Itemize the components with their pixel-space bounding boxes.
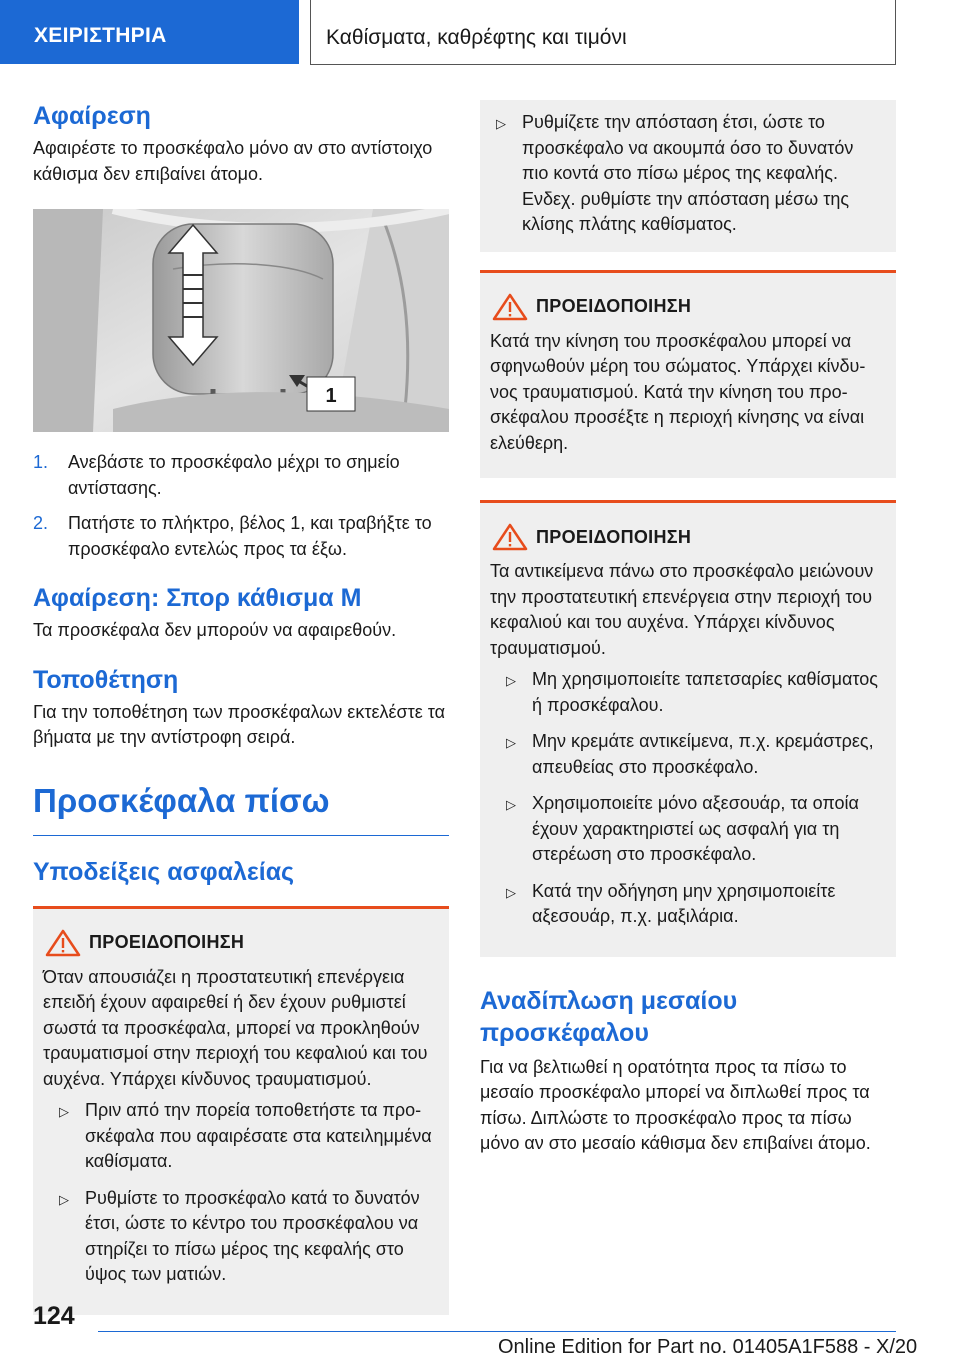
left-column (33, 100, 449, 1315)
bullet-item (490, 791, 880, 868)
arrow-right-icon: ▷ (506, 735, 516, 750)
bullet-item (490, 667, 880, 718)
removal-sport-text: Τα προσκέφαλα δεν μπορούν να αφαιρεθούν. (33, 620, 397, 640)
warning-heading: ΠΡΟΕΙΔΟΠΟΙΗΣΗ (536, 526, 692, 547)
step-text: Ανεβάστε το προσκέφαλο μέχρι το σημείο αντίστασης. (68, 452, 400, 498)
install-heading: Τοποθέτηση (33, 665, 179, 694)
warning-bullets (490, 667, 880, 930)
install-text: Για την τοποθέτηση των προσκέφαλων εκτελέστε τα βήματα με την αντίστροφη σειρά. (33, 701, 445, 747)
page-number: 124 (33, 1302, 75, 1330)
removal-heading: Αφαίρεση (33, 102, 151, 130)
header-right-border (895, 0, 896, 65)
chapter-title: Καθίσματα, καθρέφτης και τιμόνι (326, 26, 627, 49)
bullet-text: Πριν από την πορεία τοποθετήστε τα προσκέφαλα που αφαιρέσατε στα κατειλημμένα καθίσματα. (85, 1100, 432, 1171)
warning-header (490, 523, 880, 551)
warning-text: Όταν απουσιάζει η προστατευτική επενέργεια επειδή έχουν αφαιρεθεί ή δεν έχουν ρυθμιστεί σωστά τα προσκέφαλα, μπορεί να προκληθούν τραυματισμοί στην περιοχή του κεφαλιού και του αυχένα. Υπάρχει κίνδυνος τραυματισμού. (43, 966, 428, 1089)
warning-triangle-icon (492, 293, 528, 321)
warning-heading: ΠΡΟΕΙΔΟΠΟΙΗΣΗ (89, 932, 245, 952)
safety-heading: Υποδείξεις ασφαλείας (33, 857, 295, 886)
arrow-right-icon: ▷ (59, 1191, 69, 1207)
step-number: 1. (33, 452, 49, 472)
arrow-right-icon: ▷ (59, 1104, 69, 1119)
headrest-removal-figure (33, 209, 449, 432)
fold-heading: Αναδίπλωση μεσαίου προσκέφαλου (480, 986, 738, 1047)
section-label: ΧΕΙΡΙΣΤΗΡΙΑ (34, 24, 167, 47)
heading-rule (33, 835, 449, 836)
warning-box (33, 906, 449, 1315)
removal-sport-heading: Αφαίρεση: Σπορ κάθισμα M (33, 584, 362, 612)
rear-headrests-heading: Προσκέφαλα πίσω (33, 781, 330, 819)
bullet-text: Ρυθμίστε το προσκέφαλο κατά το δυνατόν έτσι, ώστε το κέντρο του προσκέφαλου να στηρίζει το πίσω μέρος της κεφαλής στο ύψος των ματιών. (85, 1187, 420, 1284)
bullet-text: Μην κρεμάτε αντικείμενα, π.χ. κρεμάστρες, απευθείας στο προσκέφαλο. (532, 731, 874, 777)
edition-note: Online Edition for Part no. 01405A1F588 - X/20 (498, 1336, 918, 1358)
step-item (33, 450, 449, 501)
bullet-text: Ρυθμίζετε την απόσταση έτσι, ώστε το προσκέφαλο να ακουμπά όσο το δυνατόν πιο κοντά στο πίσω μέρος της κεφαλής. Ενδεχ. ρυθμίστε την απόσταση μέσω της κλίσης πλάτης καθίσματος. (522, 112, 854, 234)
warning-triangle-icon (492, 523, 528, 551)
arrow-right-icon: ▷ (506, 884, 516, 900)
bullet-text: Μη χρησιμοποιείτε ταπετσαρίες καθίσματος ή προσκέφαλου. (532, 669, 878, 715)
warning-text: Τα αντικείμενα πάνω στο προσκέφαλο μειώνουν την προστατευτική επενέργεια στην περιοχή του κεφαλιού και του αυχένα. Υπάρχει κίνδυνος τραυματισμού. (490, 561, 874, 658)
arrow-right-icon: ▷ (506, 797, 516, 812)
warning-header (43, 929, 433, 957)
header-divider (310, 0, 311, 64)
warning-header (490, 293, 880, 321)
fold-text: Για να βελτιωθεί η ορατότητα προς τα πίσω το μεσαίο προσκέφαλο μπορεί να διπλωθεί προς τα πίσω. Διπλώστε το προσκέφαλο προς τα πίσω μόνο αν στο μεσαίο κάθισμα δεν επιβαίνει άτομο. (480, 1056, 871, 1153)
step-item (33, 511, 449, 562)
bullet-item (490, 729, 880, 780)
arrow-right-icon: ▷ (506, 673, 516, 688)
warning-heading: ΠΡΟΕΙΔΟΠΟΙΗΣΗ (536, 296, 692, 316)
warning-box (480, 500, 896, 957)
bullet-text: Χρησιμοποιείτε μόνο αξεσουάρ, τα οποία έχουν χαρακτηριστεί ως ασφαλή για τη στερέωση στο προσκέφαλο. (532, 793, 859, 864)
bullet-item (43, 1186, 433, 1288)
bullet-item (480, 110, 880, 238)
figure-callout-1: 1 (325, 385, 337, 407)
bullet-item (43, 1098, 433, 1175)
header-underline (310, 64, 896, 65)
warning-triangle-icon (45, 929, 81, 957)
warning-bullets (43, 1098, 433, 1288)
continued-box (480, 100, 896, 252)
step-number: 2. (33, 513, 49, 533)
removal-steps (33, 450, 449, 562)
footer-rule (98, 1331, 896, 1332)
removal-text: Αφαιρέστε το προσκέφαλο μόνο αν στο αντίστοιχο κάθισμα δεν επιβαίνει άτομο. (33, 138, 433, 184)
right-column (480, 100, 896, 1157)
bullet-text: Κατά την οδήγηση μην χρησιμοποιείτε αξεσουάρ, π.χ. μαξιλάρια. (532, 880, 836, 926)
bullet-item (490, 879, 880, 930)
arrow-right-icon: ▷ (496, 116, 506, 131)
section-tab (0, 0, 299, 64)
continued-bullets (480, 110, 880, 238)
warning-text: Κατά την κίνηση του προσκέφαλου μπορεί να σφηνωθούν μέρη του σώματος. Υπάρχει κίνδυνος τραυματισμού. Κατά την κίνηση του προσκέφαλου προσέξτε η περιοχή κίνησης να είναι ελεύθερη. (490, 330, 866, 453)
step-text: Πατήστε το πλήκτρο, βέλος 1, και τραβήξτε το προσκέφαλο εντελώς προς τα έξω. (68, 513, 432, 559)
warning-box (480, 270, 896, 479)
